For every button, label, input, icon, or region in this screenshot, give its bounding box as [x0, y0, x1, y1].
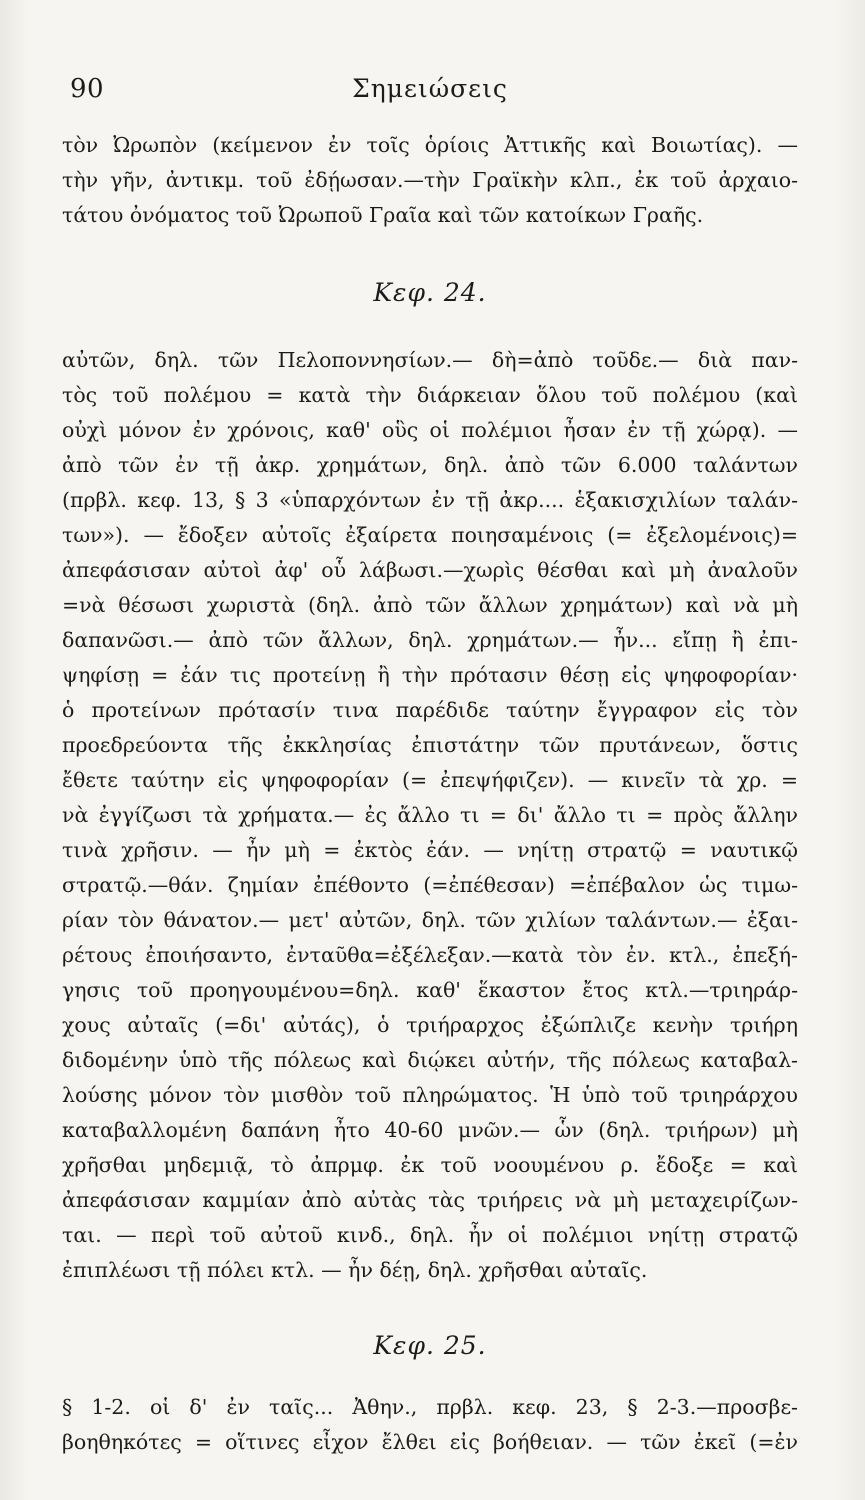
text-line: ἔθετε ταύτην εἰς ψηφοφορίαν (= ἐπεψήφιζεν). — κινεῖν τὰ χρ. = [62, 768, 798, 792]
text-line: ρέτους ἐποιήσαντο, ἐνταῦθα=ἐξέλεξαν.—κατὰ τὸν ἐν. κτλ., ἐπεξή- [62, 943, 798, 967]
text-line: ἀπεφάσισαν αὐτοὶ ἀφ' οὗ λάβωσι.—χωρὶς θέσθαι καὶ μὴ ἀναλοῦν [62, 558, 798, 582]
chapter-heading-24: Κεφ. 24. [373, 278, 487, 307]
text-line: γησις τοῦ προηγουμένου=δηλ. καθ' ἕκαστον ἔτος κτλ.—τριηράρ- [62, 978, 798, 1002]
text-line: ψηφίσῃ = ἐάν τις προτείνῃ ἢ τὴν πρότασιν θέσῃ εἰς ψηφοφορίαν· [62, 663, 798, 687]
text-line: ὁ προτείνων πρότασίν τινα παρέδιδε ταύτην ἔγγραφον εἰς τὸν [62, 698, 798, 722]
text-line: ρίαν τὸν θάνατον.— μετ' αὐτῶν, δηλ. τῶν χιλίων ταλάντων.— ἐξαι- [62, 908, 798, 932]
running-head [70, 74, 790, 114]
text-line: χρῆσθαι μηδεμιᾷ, τὸ ἀπρμφ. ἐκ τοῦ νοουμένου ρ. ἔδοξε = καὶ [62, 1153, 798, 1177]
text-line: τὸν Ὠρωπὸν (κείμενον ἐν τοῖς ὁρίοις Ἀττικῆς καὶ Βοιωτίας). — [62, 133, 798, 157]
text-line: (πρβλ. κεφ. 13, § 3 «ὑπαρχόντων ἐν τῇ ἀκρ.... ἑξακισχιλίων ταλάν- [62, 488, 798, 512]
text-line: § 1-2. οἱ δ' ἐν ταῖς... Ἀθην., πρβλ. κεφ. 23, § 2-3.—προσβε- [62, 1395, 798, 1419]
text-line: τάτου ὀνόματος τοῦ Ὠρωποῦ Γραῖα καὶ τῶν κατοίκων Γραῆς. [62, 203, 704, 227]
page-number: 90 [70, 74, 105, 104]
text-line: νὰ ἐγγίζωσι τὰ χρήματα.— ἐς ἄλλο τι = δι' ἄλλο τι = πρὸς ἄλλην [62, 803, 798, 827]
paragraph-oropos [62, 128, 798, 233]
text-line: χους αὐταῖς (=δι' αὐτάς), ὁ τριήραρχος ἐξώπλιζε κενὴν τριήρη [62, 1013, 798, 1037]
text-line: τινὰ χρῆσιν. — ἦν μὴ = ἐκτὸς ἐάν. — νηίτῃ στρατῷ = ναυτικῷ [62, 838, 798, 862]
text-line: =νὰ θέσωσι χωριστὰ (δηλ. ἀπὸ τῶν ἄλλων χρημάτων) καὶ νὰ μὴ [62, 593, 798, 617]
paragraph-chapter-25 [62, 1390, 798, 1460]
notes-text [62, 128, 798, 1460]
text-line: ἐπιπλέωσι τῇ πόλει κτλ. — ἦν δέῃ, δηλ. χρῆσθαι αὐταῖς. [62, 1258, 648, 1282]
text-line: ἀπεφάσισαν καμμίαν ἀπὸ αὐτὰς τὰς τριήρεις νὰ μὴ μεταχειρίζων- [62, 1188, 798, 1212]
running-title: Σημειώσεις [352, 74, 508, 103]
text-line: βοηθηκότες = οἵτινες εἶχον ἔλθει εἰς βοήθειαν. — τῶν ἐκεῖ (=ἐν [62, 1430, 798, 1454]
text-line: καταβαλλομένη δαπάνη ἦτο 40-60 μνῶν.— ὧν (δηλ. τριήρων) μὴ [62, 1118, 798, 1142]
text-line: οὐχὶ μόνον ἐν χρόνοις, καθ' οὓς οἱ πολέμιοι ἦσαν ἐν τῇ χώρᾳ). — [62, 418, 798, 442]
text-line: ται. — περὶ τοῦ αὐτοῦ κινδ., δηλ. ἦν οἱ πολέμιοι νηίτῃ στρατῷ [62, 1223, 798, 1247]
text-line: στρατῷ.—θάν. ζημίαν ἐπέθοντο (=ἐπέθεσαν) =ἐπέβαλον ὡς τιμω- [62, 873, 798, 897]
text-line: ἀπὸ τῶν ἐν τῇ ἀκρ. χρημάτων, δηλ. ἀπὸ τῶν 6.000 ταλάντων [62, 453, 798, 477]
text-line: των»). — ἔδοξεν αὐτοῖς ἐξαίρετα ποιησαμένοις (= ἐξελομένοις)= [62, 523, 798, 547]
text-line: προεδρεύοντα τῆς ἐκκλησίας ἐπιστάτην τῶν πρυτάνεων, ὅστις [62, 733, 798, 757]
text-line: τὴν γῆν, ἀντικμ. τοῦ ἐδῄωσαν.—τὴν Γραϊκὴν κλπ., ἐκ τοῦ ἀρχαιο- [62, 168, 798, 192]
text-line: λούσης μόνον τὸν μισθὸν τοῦ πληρώματος. Ἡ ὑπὸ τοῦ τριηράρχου [62, 1083, 798, 1107]
text-line: αὐτῶν, δηλ. τῶν Πελοποννησίων.— δὴ=ἀπὸ τοῦδε.— διὰ παν- [62, 348, 798, 372]
text-line: δαπανῶσι.— ἀπὸ τῶν ἄλλων, δηλ. χρημάτων.— ἦν... εἴπῃ ἢ ἐπι- [62, 628, 798, 652]
text-line: διδομένην ὑπὸ τῆς πόλεως καὶ διῴκει αὐτήν, τῆς πόλεως καταβαλ- [62, 1048, 798, 1072]
paragraph-chapter-24 [62, 343, 798, 1288]
chapter-heading-25: Κεφ. 25. [373, 1331, 487, 1360]
text-line: τὸς τοῦ πολέμου = κατὰ τὴν διάρκειαν ὅλου τοῦ πολέμου (καὶ [62, 383, 798, 407]
